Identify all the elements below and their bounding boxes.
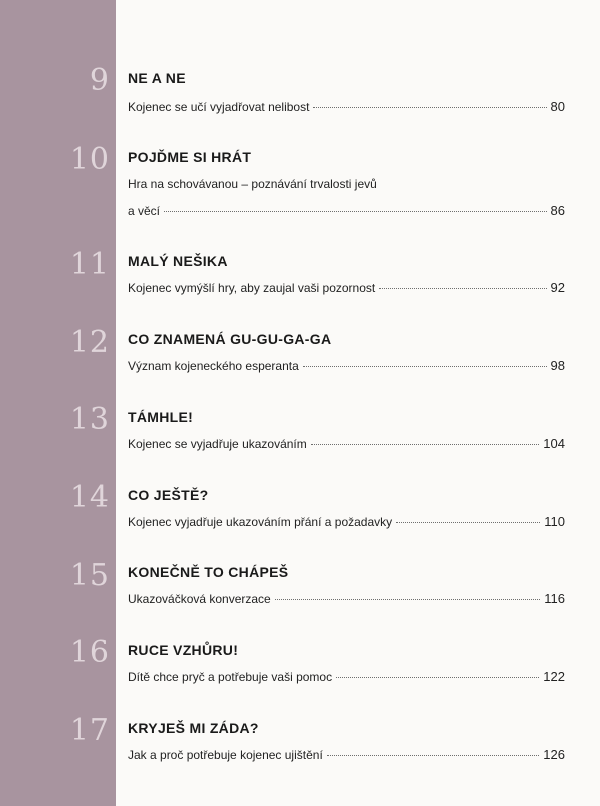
toc-entry[interactable] — [128, 514, 565, 529]
chapter-title[interactable]: NE A NE — [128, 70, 186, 86]
toc-entry[interactable] — [128, 280, 565, 295]
chapter-title[interactable]: KONEČNĚ TO CHÁPEŠ — [128, 564, 289, 580]
chapter-number: 17 — [69, 713, 110, 748]
chapter-number: 15 — [69, 558, 110, 593]
page-number: 110 — [544, 514, 565, 529]
chapter-title[interactable]: POJĎME SI HRÁT — [128, 149, 252, 165]
toc-entry[interactable] — [128, 591, 565, 606]
leader-dots — [311, 444, 540, 445]
leader-dots — [313, 107, 546, 108]
leader-dots — [275, 599, 541, 600]
chapter-title[interactable]: TÁMHLE! — [128, 409, 194, 425]
chapter-title[interactable]: CO JEŠTĚ? — [128, 487, 209, 503]
toc-entry[interactable] — [128, 358, 565, 373]
leader-dots — [327, 755, 540, 756]
toc-entry[interactable] — [128, 203, 565, 218]
chapter-description: Kojenec se vyjadřuje ukazováním — [128, 437, 307, 451]
leader-dots — [396, 522, 540, 523]
toc-entry[interactable] — [128, 436, 565, 451]
chapter-description: Jak a proč potřebuje kojenec ujištění — [128, 748, 323, 762]
chapter-number: 11 — [69, 247, 110, 282]
chapter-number: 9 — [89, 63, 110, 98]
chapter-title[interactable]: MALÝ NEŠIKA — [128, 253, 228, 269]
chapter-number: 14 — [69, 480, 110, 515]
page-number: 122 — [543, 669, 565, 684]
page-number: 92 — [550, 280, 565, 295]
chapter-description: Ukazováčková konverzace — [128, 592, 271, 606]
chapter-description: Hra na schovávanou – poznávání trvalosti jevů — [128, 177, 377, 191]
chapter-title[interactable]: CO ZNAMENÁ GU-GU-GA-GA — [128, 331, 332, 347]
page-number: 80 — [550, 99, 565, 114]
leader-dots — [164, 211, 547, 212]
page-number: 86 — [550, 203, 565, 218]
chapter-number: 10 — [69, 142, 110, 177]
chapter-number: 12 — [69, 325, 110, 360]
chapter-number: 13 — [69, 402, 110, 437]
leader-dots — [379, 288, 546, 289]
toc-entry[interactable] — [128, 669, 565, 684]
chapter-description: Dítě chce pryč a potřebuje vaši pomoc — [128, 670, 333, 684]
chapter-title[interactable]: KRYJEŠ MI ZÁDA? — [128, 720, 259, 736]
page-number: 126 — [543, 747, 565, 762]
page-number: 116 — [544, 591, 565, 606]
page-number: 98 — [550, 358, 565, 373]
chapter-number: 16 — [69, 635, 110, 670]
page-number: 104 — [543, 436, 565, 451]
toc-page — [116, 0, 600, 806]
toc-entry[interactable] — [128, 747, 565, 762]
leader-dots — [303, 366, 547, 367]
chapter-description: Kojenec vymýšlí hry, aby zaujal vaši pozornost — [128, 281, 376, 295]
chapter-description: Kojenec vyjadřuje ukazováním přání a požadavky — [128, 515, 393, 529]
chapter-description: Kojenec se učí vyjadřovat nelibost — [128, 100, 310, 114]
chapter-title[interactable]: RUCE VZHŮRU! — [128, 642, 239, 658]
toc-entry[interactable] — [128, 99, 565, 114]
leader-dots — [336, 677, 539, 678]
chapter-description-continued: a věcí — [128, 204, 161, 218]
chapter-description: Význam kojeneckého esperanta — [128, 359, 299, 373]
